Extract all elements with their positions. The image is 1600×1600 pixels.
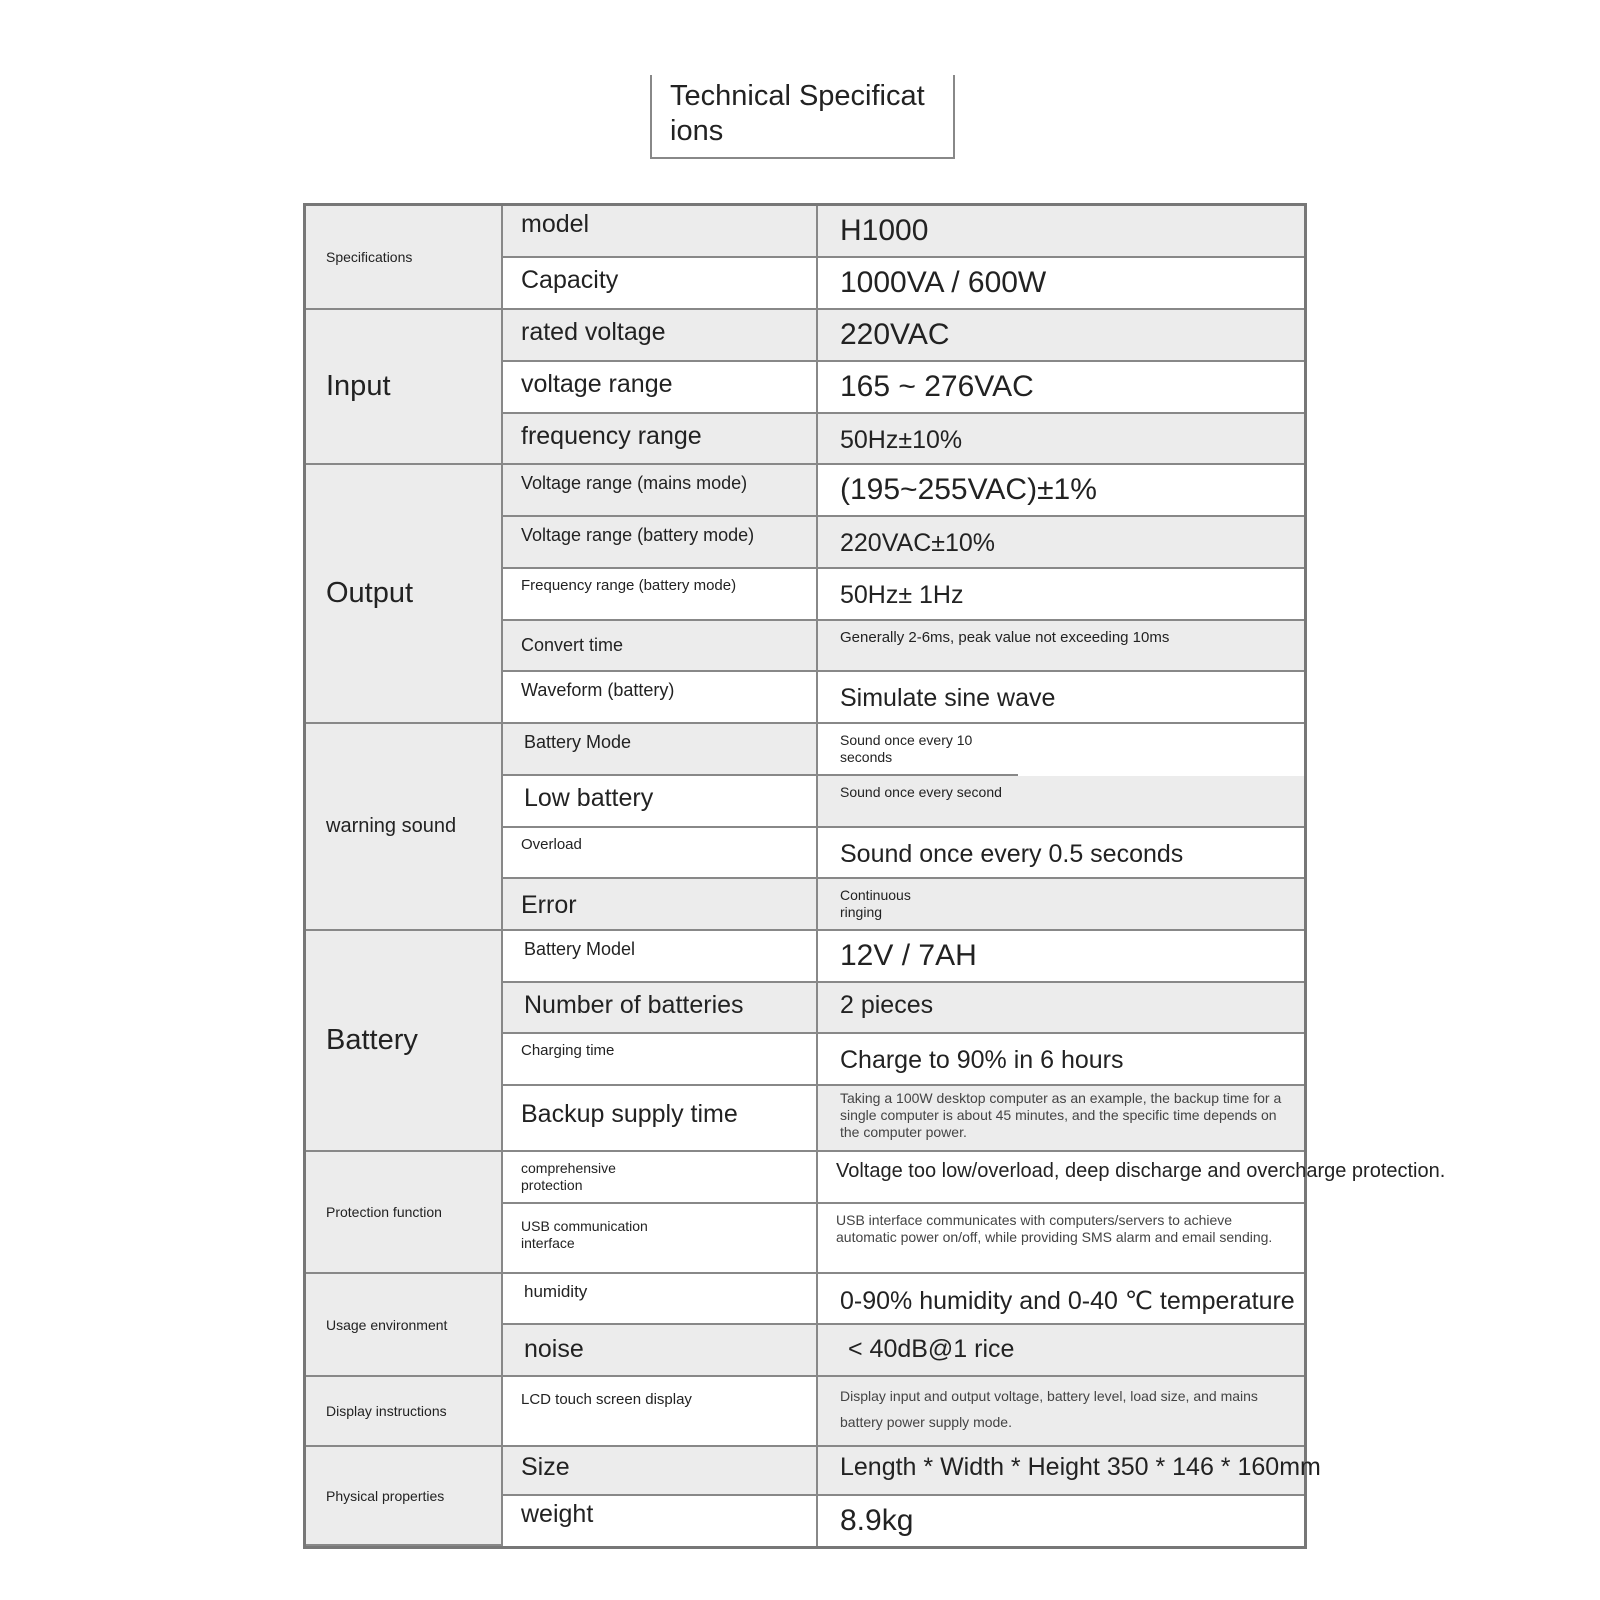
param-label: Voltage range (battery mode)	[503, 517, 818, 569]
page-title: Technical Specificat ions	[650, 75, 955, 159]
param-label: Charging time	[503, 1034, 818, 1086]
param-value: 0-90% humidity and 0-40 ℃ temperature	[818, 1274, 1304, 1325]
section-label-display-instructions: Display instructions	[306, 1377, 503, 1447]
param-value: Continuous ringing	[818, 879, 1304, 931]
param-label: Overload	[503, 828, 818, 879]
param-label: Capacity	[503, 258, 818, 310]
param-label: Number of batteries	[503, 983, 818, 1034]
param-label: weight	[503, 1496, 818, 1546]
param-value: Simulate sine wave	[818, 672, 1304, 724]
param-label: Waveform (battery)	[503, 672, 818, 724]
param-value: USB interface communicates with computers/servers to achieve automatic power on/off, while providing SMS alarm and email sending.	[818, 1204, 1304, 1274]
section-label-input: Input	[306, 310, 503, 465]
param-label: Battery Mode	[503, 724, 818, 776]
param-value: Taking a 100W desktop computer as an example, the backup time for a single computer is about 45 minutes, and the specific time depends on the computer power.	[818, 1086, 1304, 1152]
param-value: 8.9kg	[818, 1496, 1304, 1546]
param-value: Display input and output voltage, battery level, load size, and mains battery power supply mode.	[818, 1377, 1304, 1447]
param-value: 1000VA / 600W	[818, 258, 1304, 310]
param-label: Error	[503, 879, 818, 931]
param-value: Charge to 90% in 6 hours	[818, 1034, 1304, 1086]
param-value: 220VAC±10%	[818, 517, 1304, 569]
param-label: Voltage range (mains mode)	[503, 465, 818, 517]
section-label-output: Output	[306, 465, 503, 724]
param-label: noise	[503, 1325, 818, 1377]
param-label: voltage range	[503, 362, 818, 414]
param-label: Frequency range (battery mode)	[503, 569, 818, 621]
param-value: Sound once every 10 seconds	[818, 724, 1018, 776]
param-value: Sound once every 0.5 seconds	[818, 828, 1304, 879]
section-label-battery: Battery	[306, 931, 503, 1152]
param-value: < 40dB@1 rice	[818, 1325, 1304, 1377]
spec-table	[303, 203, 1446, 1549]
param-value: (195~255VAC)±1%	[818, 465, 1304, 517]
param-label: humidity	[503, 1274, 818, 1325]
param-value: H1000	[818, 206, 1304, 258]
param-label: comprehensive protection	[503, 1152, 818, 1204]
param-value: 2 pieces	[818, 983, 1304, 1034]
param-label: model	[503, 206, 818, 258]
section-label-usage-environment: Usage environment	[306, 1274, 503, 1377]
param-label: Backup supply time	[503, 1086, 818, 1152]
param-label: rated voltage	[503, 310, 818, 362]
param-label: LCD touch screen display	[503, 1377, 818, 1447]
param-label: USB communication interface	[503, 1204, 818, 1274]
section-label-physical-properties: Physical properties	[306, 1447, 503, 1546]
param-label: Size	[503, 1447, 818, 1496]
param-label: frequency range	[503, 414, 818, 465]
param-value: 220VAC	[818, 310, 1304, 362]
section-label-protection-function: Protection function	[306, 1152, 503, 1274]
param-value: Generally 2-6ms, peak value not exceeding 10ms	[818, 621, 1304, 672]
param-label: Battery Model	[503, 931, 818, 983]
param-value: Length * Width * Height 350 * 146 * 160mm	[818, 1447, 1304, 1496]
param-value: 12V / 7AH	[818, 931, 1304, 983]
param-value: 50Hz±10%	[818, 414, 1304, 465]
section-label-warning-sound: warning sound	[306, 724, 503, 931]
param-label: Low battery	[503, 776, 818, 828]
section-label-specifications: Specifications	[306, 206, 503, 310]
param-value: Sound once every second	[818, 776, 1304, 828]
param-label: Convert time	[503, 621, 818, 672]
param-value: Voltage too low/overload, deep discharge and overcharge protection.	[818, 1152, 1304, 1204]
param-value: 165 ~ 276VAC	[818, 362, 1304, 414]
param-value: 50Hz± 1Hz	[818, 569, 1304, 621]
